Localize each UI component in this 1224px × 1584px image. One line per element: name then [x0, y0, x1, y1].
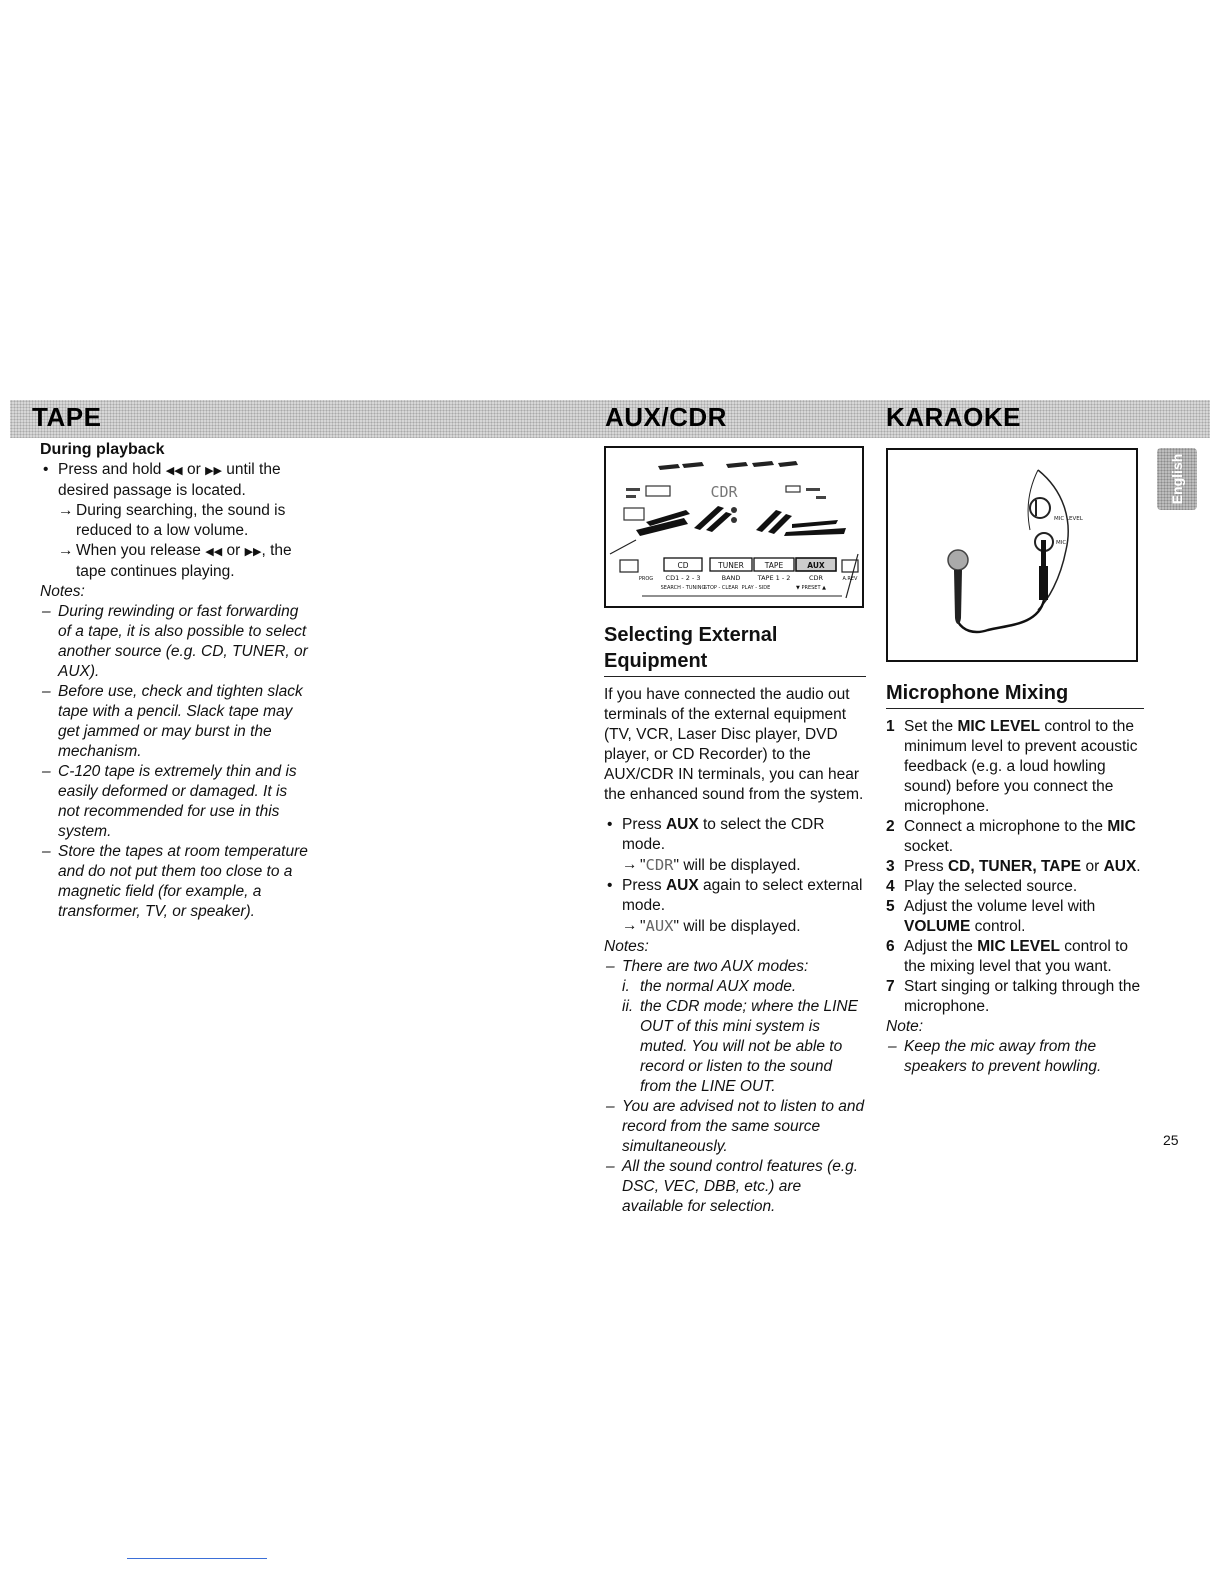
display-panel-figure — [604, 446, 864, 608]
search-tuning-label: SEARCH - TUNING — [660, 585, 706, 591]
aux-note: – All the sound control features (e.g. DSC, VEC, DBB, etc.) are available for selection. — [604, 1157, 866, 1217]
tape-heading: TAPE — [32, 402, 102, 432]
karaoke-step: 7 Start singing or talking through the microphone. — [886, 978, 1141, 1015]
tape-bullet: • Press and hold ◀◀ or ▶▶ until the desired passage is located. — [40, 460, 310, 501]
aux-note-item: ii. the CDR mode; where the LINE OUT of this mini system is muted. You will not be able to record or listen to the sound from the LINE OUT. — [622, 998, 858, 1095]
tape-note: – C-120 tape is extremely thin and is easily deformed or damaged. It is not recommended for use in this system. — [40, 762, 310, 842]
arrow-icon: → — [58, 542, 74, 559]
aux-button-label: AUX — [807, 561, 825, 570]
aux-bullet-2: • Press AUX again to select external mode. — [604, 876, 866, 916]
aux-intro: If you have connected the audio out terminals of the external equipment (TV, VCR, Laser Disc player, DVD player, or CD Recorder) to the AUX/CDR IN terminals, you can hear the enhanced sound from the system. — [604, 686, 864, 803]
microphone-mixing-title: Microphone Mixing — [886, 680, 1144, 709]
language-tab-label: English — [1169, 453, 1185, 505]
cd-sublabel: CD1 - 2 - 3 — [665, 574, 701, 582]
aux-note: – There are two AUX modes: — [604, 957, 866, 977]
aux-note: – You are advised not to listen to and record from the same source simultaneously. — [604, 1097, 866, 1157]
aux-bullet-1: • Press AUX to select the CDR mode. — [604, 815, 866, 855]
karaoke-step: 1 Set the MIC LEVEL control to the minimum level to prevent acoustic feedback (e.g. a loud howling sound) before you connect the microphone. — [886, 718, 1138, 815]
tape-column — [40, 440, 310, 922]
fast-forward-icon: ▶▶ — [205, 465, 222, 477]
tape-note: – Store the tapes at room temperature and do not put them too close to a magnetic field (for example, a transformer, TV, or speaker). — [40, 842, 310, 922]
tape-notes-label: Notes: — [40, 583, 85, 600]
display-panel-illustration — [606, 448, 862, 606]
band-sublabel: BAND — [721, 574, 741, 582]
aux-column — [604, 622, 866, 1217]
tape-note: – During rewinding or fast forwarding of a tape, it is also possible to select another source (e.g. CD, TUNER, or AUX). — [40, 602, 310, 682]
tape-note: – Before use, check and tighten slack tape with a pencil. Slack tape may get jammed or may burst in the mechanism. — [40, 682, 310, 762]
aux-notes-label: Notes: — [604, 938, 649, 955]
microphone-illustration — [888, 450, 1136, 660]
aux-result-1: → "CDR" will be displayed. — [622, 856, 801, 874]
karaoke-note: – Keep the mic away from the speakers to prevent howling. — [886, 1037, 1144, 1077]
aux-note-item: i. the normal AUX mode. — [622, 978, 797, 995]
language-tab — [1157, 448, 1197, 510]
tape-button-label: TAPE — [764, 561, 784, 570]
fast-forward-icon: ▶▶ — [244, 546, 262, 558]
tape-sublabel: TAPE 1 - 2 — [757, 574, 791, 582]
karaoke-step: 4 Play the selected source. — [886, 878, 1078, 895]
rewind-icon: ◀◀ — [165, 465, 183, 477]
arrow-icon: → — [58, 502, 74, 519]
tape-result-1: → During searching, the sound is reduced to a low volume. — [58, 502, 286, 539]
karaoke-step: 5 Adjust the volume level with VOLUME control. — [886, 898, 1096, 935]
footer-line — [127, 1558, 267, 1559]
karaoke-step: 2 Connect a microphone to the MIC socket. — [886, 818, 1136, 855]
karaoke-heading: KARAOKE — [886, 402, 1021, 432]
prog-label: PROG — [638, 576, 654, 582]
microphone-figure — [886, 448, 1138, 662]
during-playback-heading: During playback — [40, 441, 165, 458]
mic-level-label: MIC LEVEL — [1054, 516, 1083, 522]
arrow-icon: → — [622, 856, 638, 873]
karaoke-step: 6 Adjust the MIC LEVEL control to the mixing level that you want. — [886, 938, 1128, 975]
play-side-label: PLAY - SIDE — [741, 585, 771, 591]
rewind-icon: ◀◀ — [205, 546, 223, 558]
aux-cdr-heading: AUX/CDR — [605, 402, 727, 432]
karaoke-step: 3 Press CD, TUNER, TAPE or AUX. — [886, 858, 1141, 875]
cd-button-label: CD — [677, 561, 689, 570]
display-readout: CDR — [710, 483, 738, 501]
tuner-button-label: TUNER — [718, 561, 744, 570]
selecting-external-equipment-title: Selecting External Equipment — [604, 622, 866, 677]
arrow-icon: → — [622, 917, 638, 934]
tape-result-2: → When you release ◀◀ or ▶▶, the tape continues playing. — [58, 542, 292, 580]
page-number: 25 — [1163, 1132, 1179, 1148]
aux-result-2: → "AUX" will be displayed. — [622, 917, 801, 935]
mic-socket-label: MIC — [1056, 540, 1067, 546]
cdr-sublabel: CDR — [808, 574, 824, 582]
karaoke-column — [886, 680, 1144, 1077]
karaoke-note-label: Note: — [886, 1018, 924, 1035]
arev-label: A.REV — [842, 576, 858, 582]
stop-clear-label: STOP - CLEAR — [703, 585, 739, 591]
preset-label: ▼ PRESET ▲ — [796, 585, 826, 591]
